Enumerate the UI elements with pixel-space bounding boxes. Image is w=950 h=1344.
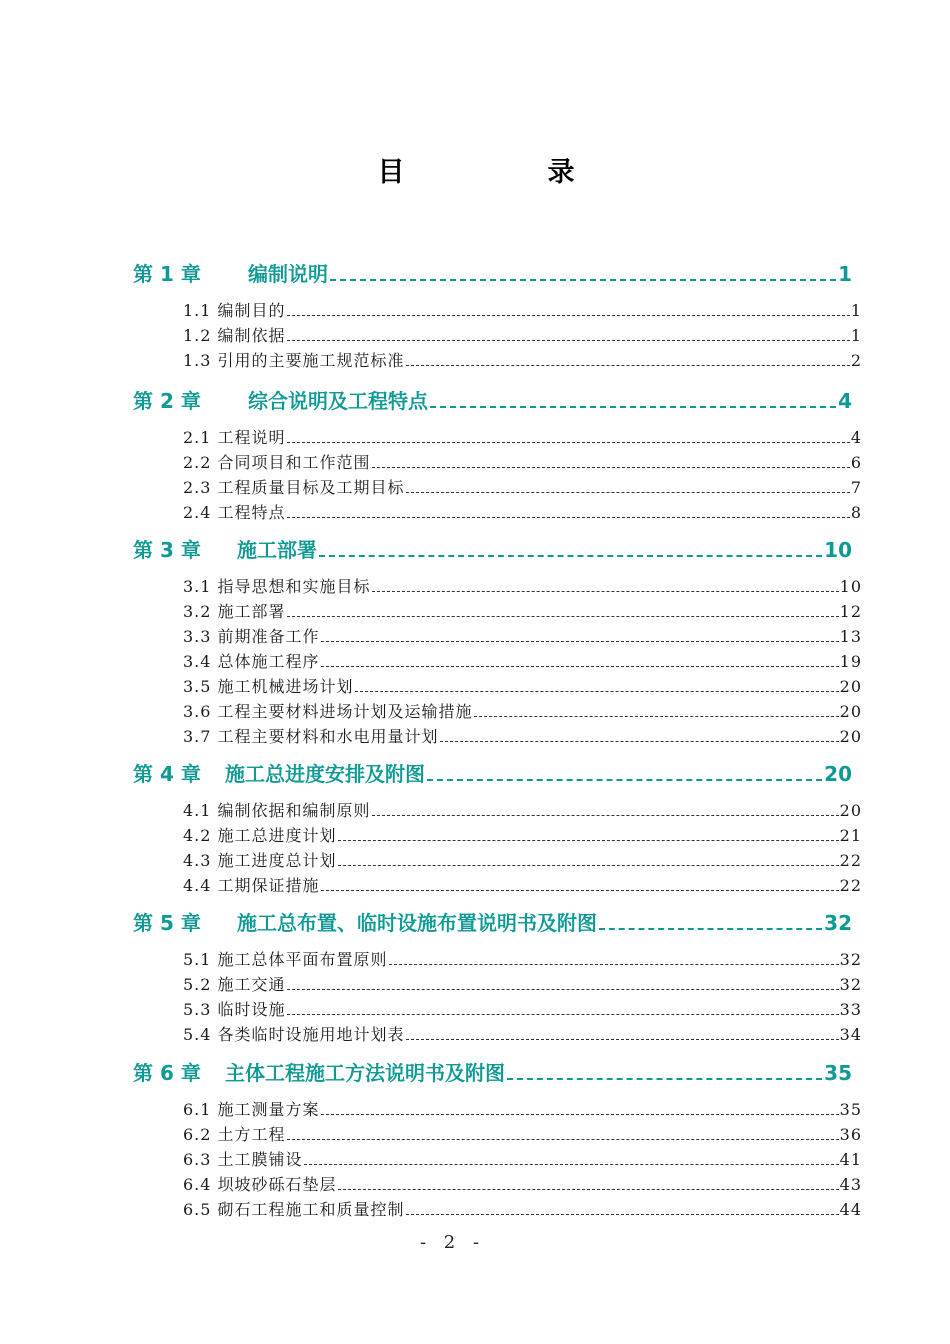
dotted-leader: [372, 467, 850, 468]
toc-chapter[interactable]: [133, 758, 852, 788]
chapter-title: 施工部署: [237, 538, 317, 562]
section-title: 5.1 施工总体平面布置原则: [183, 950, 388, 969]
section-title: 2.1 工程说明: [183, 428, 286, 447]
toc-section[interactable]: [183, 1122, 862, 1146]
dotted-leader: [389, 964, 839, 965]
section-page-number: 1: [850, 301, 862, 320]
toc-section[interactable]: [183, 699, 862, 723]
chapter-number: 第 6 章: [133, 1061, 201, 1085]
chapter-page-number: 10: [824, 538, 852, 562]
section-title: 3.4 总体施工程序: [183, 652, 320, 671]
toc-chapter[interactable]: [133, 907, 852, 937]
dotted-leader: [372, 591, 839, 592]
section-page-number: 34: [839, 1025, 862, 1044]
dotted-leader: [287, 616, 839, 617]
chapter-page-number: 35: [824, 1061, 852, 1085]
dotted-leader: [338, 840, 839, 841]
dotted-leader: [321, 890, 839, 891]
toc-section[interactable]: [183, 450, 862, 474]
toc-section[interactable]: [183, 624, 862, 648]
dotted-leader: [287, 989, 839, 990]
chapter-title: 综合说明及工程特点: [248, 389, 428, 413]
section-title: 1.2 编制依据: [183, 326, 286, 345]
section-page-number: 8: [850, 503, 862, 522]
dotted-leader: [406, 492, 850, 493]
section-page-number: 32: [839, 950, 862, 969]
section-title: 2.3 工程质量目标及工期目标: [183, 478, 405, 497]
dotted-leader: [474, 716, 839, 717]
section-page-number: 4: [850, 428, 862, 447]
dotted-leader: [440, 741, 839, 742]
dotted-leader: [406, 365, 850, 366]
chapter-number: 第 1 章: [133, 262, 201, 286]
chapter-page-number: 4: [838, 389, 852, 413]
toc-section[interactable]: [183, 599, 862, 623]
toc-chapter[interactable]: [133, 385, 852, 415]
toc-chapter[interactable]: [133, 258, 852, 288]
toc-section[interactable]: [183, 848, 862, 872]
section-title: 4.2 施工总进度计划: [183, 826, 337, 845]
section-page-number: 12: [839, 602, 862, 621]
toc-section[interactable]: [183, 649, 862, 673]
dotted-leader: [287, 517, 850, 518]
toc-section[interactable]: [183, 323, 862, 347]
chapter-number: 第 2 章: [133, 389, 201, 413]
toc-section[interactable]: [183, 1097, 862, 1121]
toc-section[interactable]: [183, 798, 862, 822]
section-page-number: 22: [839, 851, 862, 870]
toc-section[interactable]: [183, 425, 862, 449]
dotted-leader: [287, 340, 850, 341]
toc-section[interactable]: [183, 298, 862, 322]
section-page-number: 1: [850, 326, 862, 345]
dotted-leader: [330, 279, 836, 281]
dotted-leader: [304, 1164, 839, 1165]
toc-chapter[interactable]: [133, 1057, 852, 1087]
dotted-leader: [599, 928, 822, 930]
dotted-leader: [321, 641, 839, 642]
toc-section[interactable]: [183, 972, 862, 996]
chapter-page-number: 32: [824, 911, 852, 935]
toc-section[interactable]: [183, 997, 862, 1021]
section-title: 6.2 土方工程: [183, 1125, 286, 1144]
chapter-page-number: 1: [838, 262, 852, 286]
dotted-leader: [427, 779, 822, 781]
dotted-leader: [287, 1014, 839, 1015]
section-page-number: 36: [839, 1125, 862, 1144]
dotted-leader: [430, 406, 836, 408]
section-title: 4.4 工期保证措施: [183, 876, 320, 895]
dotted-leader: [338, 1189, 839, 1190]
chapter-title: 编制说明: [248, 262, 328, 286]
chapter-number: 第 5 章: [133, 911, 201, 935]
section-page-number: 20: [839, 702, 862, 721]
dotted-leader: [406, 1214, 839, 1215]
section-page-number: 33: [839, 1000, 862, 1019]
chapter-title: 主体工程施工方法说明书及附图: [225, 1061, 505, 1085]
section-title: 4.1 编制依据和编制原则: [183, 801, 371, 820]
section-title: 3.1 指导思想和实施目标: [183, 577, 371, 596]
section-page-number: 20: [839, 727, 862, 746]
chapter-title: 施工总布置、临时设施布置说明书及附图: [237, 911, 597, 935]
toc-chapter[interactable]: [133, 534, 852, 564]
section-page-number: 35: [839, 1100, 862, 1119]
dotted-leader: [321, 1114, 839, 1115]
toc-section[interactable]: [183, 1197, 862, 1221]
toc-section[interactable]: [183, 500, 862, 524]
section-page-number: 44: [839, 1200, 862, 1219]
section-title: 1.1 编制目的: [183, 301, 286, 320]
section-page-number: 6: [850, 453, 862, 472]
toc-section[interactable]: [183, 475, 862, 499]
toc-section[interactable]: [183, 873, 862, 897]
section-page-number: 20: [839, 677, 862, 696]
section-page-number: 19: [839, 652, 862, 671]
section-page-number: 7: [850, 478, 862, 497]
dotted-leader: [287, 1139, 839, 1140]
dotted-leader: [355, 691, 839, 692]
section-title: 3.6 工程主要材料进场计划及运输措施: [183, 702, 473, 721]
section-page-number: 21: [839, 826, 862, 845]
section-page-number: 41: [839, 1150, 862, 1169]
toc-section[interactable]: [183, 947, 862, 971]
section-page-number: 2: [850, 351, 862, 370]
section-title: 3.2 施工部署: [183, 602, 286, 621]
section-title: 5.3 临时设施: [183, 1000, 286, 1019]
toc-section[interactable]: [183, 348, 862, 372]
section-title: 6.1 施工测量方案: [183, 1100, 320, 1119]
chapter-title: 施工总进度安排及附图: [225, 762, 425, 786]
dotted-leader: [321, 666, 839, 667]
section-page-number: 22: [839, 876, 862, 895]
toc-section[interactable]: [183, 1147, 862, 1171]
dotted-leader: [319, 555, 822, 557]
dotted-leader: [372, 815, 839, 816]
dotted-leader: [287, 315, 850, 316]
dotted-leader: [406, 1039, 839, 1040]
section-title: 3.7 工程主要材料和水电用量计划: [183, 727, 439, 746]
section-page-number: 13: [839, 627, 862, 646]
chapter-number: 第 4 章: [133, 762, 201, 786]
toc-section[interactable]: [183, 1022, 862, 1046]
section-title: 5.4 各类临时设施用地计划表: [183, 1025, 405, 1044]
section-title: 1.3 引用的主要施工规范标准: [183, 351, 405, 370]
section-title: 3.3 前期准备工作: [183, 627, 320, 646]
dotted-leader: [338, 865, 839, 866]
toc-section[interactable]: [183, 674, 862, 698]
dotted-leader: [287, 442, 850, 443]
toc-section[interactable]: [183, 724, 862, 748]
chapter-number: 第 3 章: [133, 538, 201, 562]
section-title: 4.3 施工进度总计划: [183, 851, 337, 870]
section-title: 6.4 坝坡砂砾石垫层: [183, 1175, 337, 1194]
dotted-leader: [507, 1078, 822, 1080]
section-title: 3.5 施工机械进场计划: [183, 677, 354, 696]
chapter-page-number: 20: [824, 762, 852, 786]
section-page-number: 10: [839, 577, 862, 596]
section-title: 5.2 施工交通: [183, 975, 286, 994]
section-title: 6.5 砌石工程施工和质量控制: [183, 1200, 405, 1219]
section-title: 2.4 工程特点: [183, 503, 286, 522]
section-page-number: 32: [839, 975, 862, 994]
page-number-footer: - 2 -: [419, 1232, 486, 1253]
section-title: 2.2 合同项目和工作范围: [183, 453, 371, 472]
toc-section[interactable]: [183, 1172, 862, 1196]
toc-section[interactable]: [183, 574, 862, 598]
section-page-number: 20: [839, 801, 862, 820]
toc-section[interactable]: [183, 823, 862, 847]
section-title: 6.3 土工膜铺设: [183, 1150, 303, 1169]
page-title: 目 录: [377, 157, 633, 188]
section-page-number: 43: [839, 1175, 862, 1194]
